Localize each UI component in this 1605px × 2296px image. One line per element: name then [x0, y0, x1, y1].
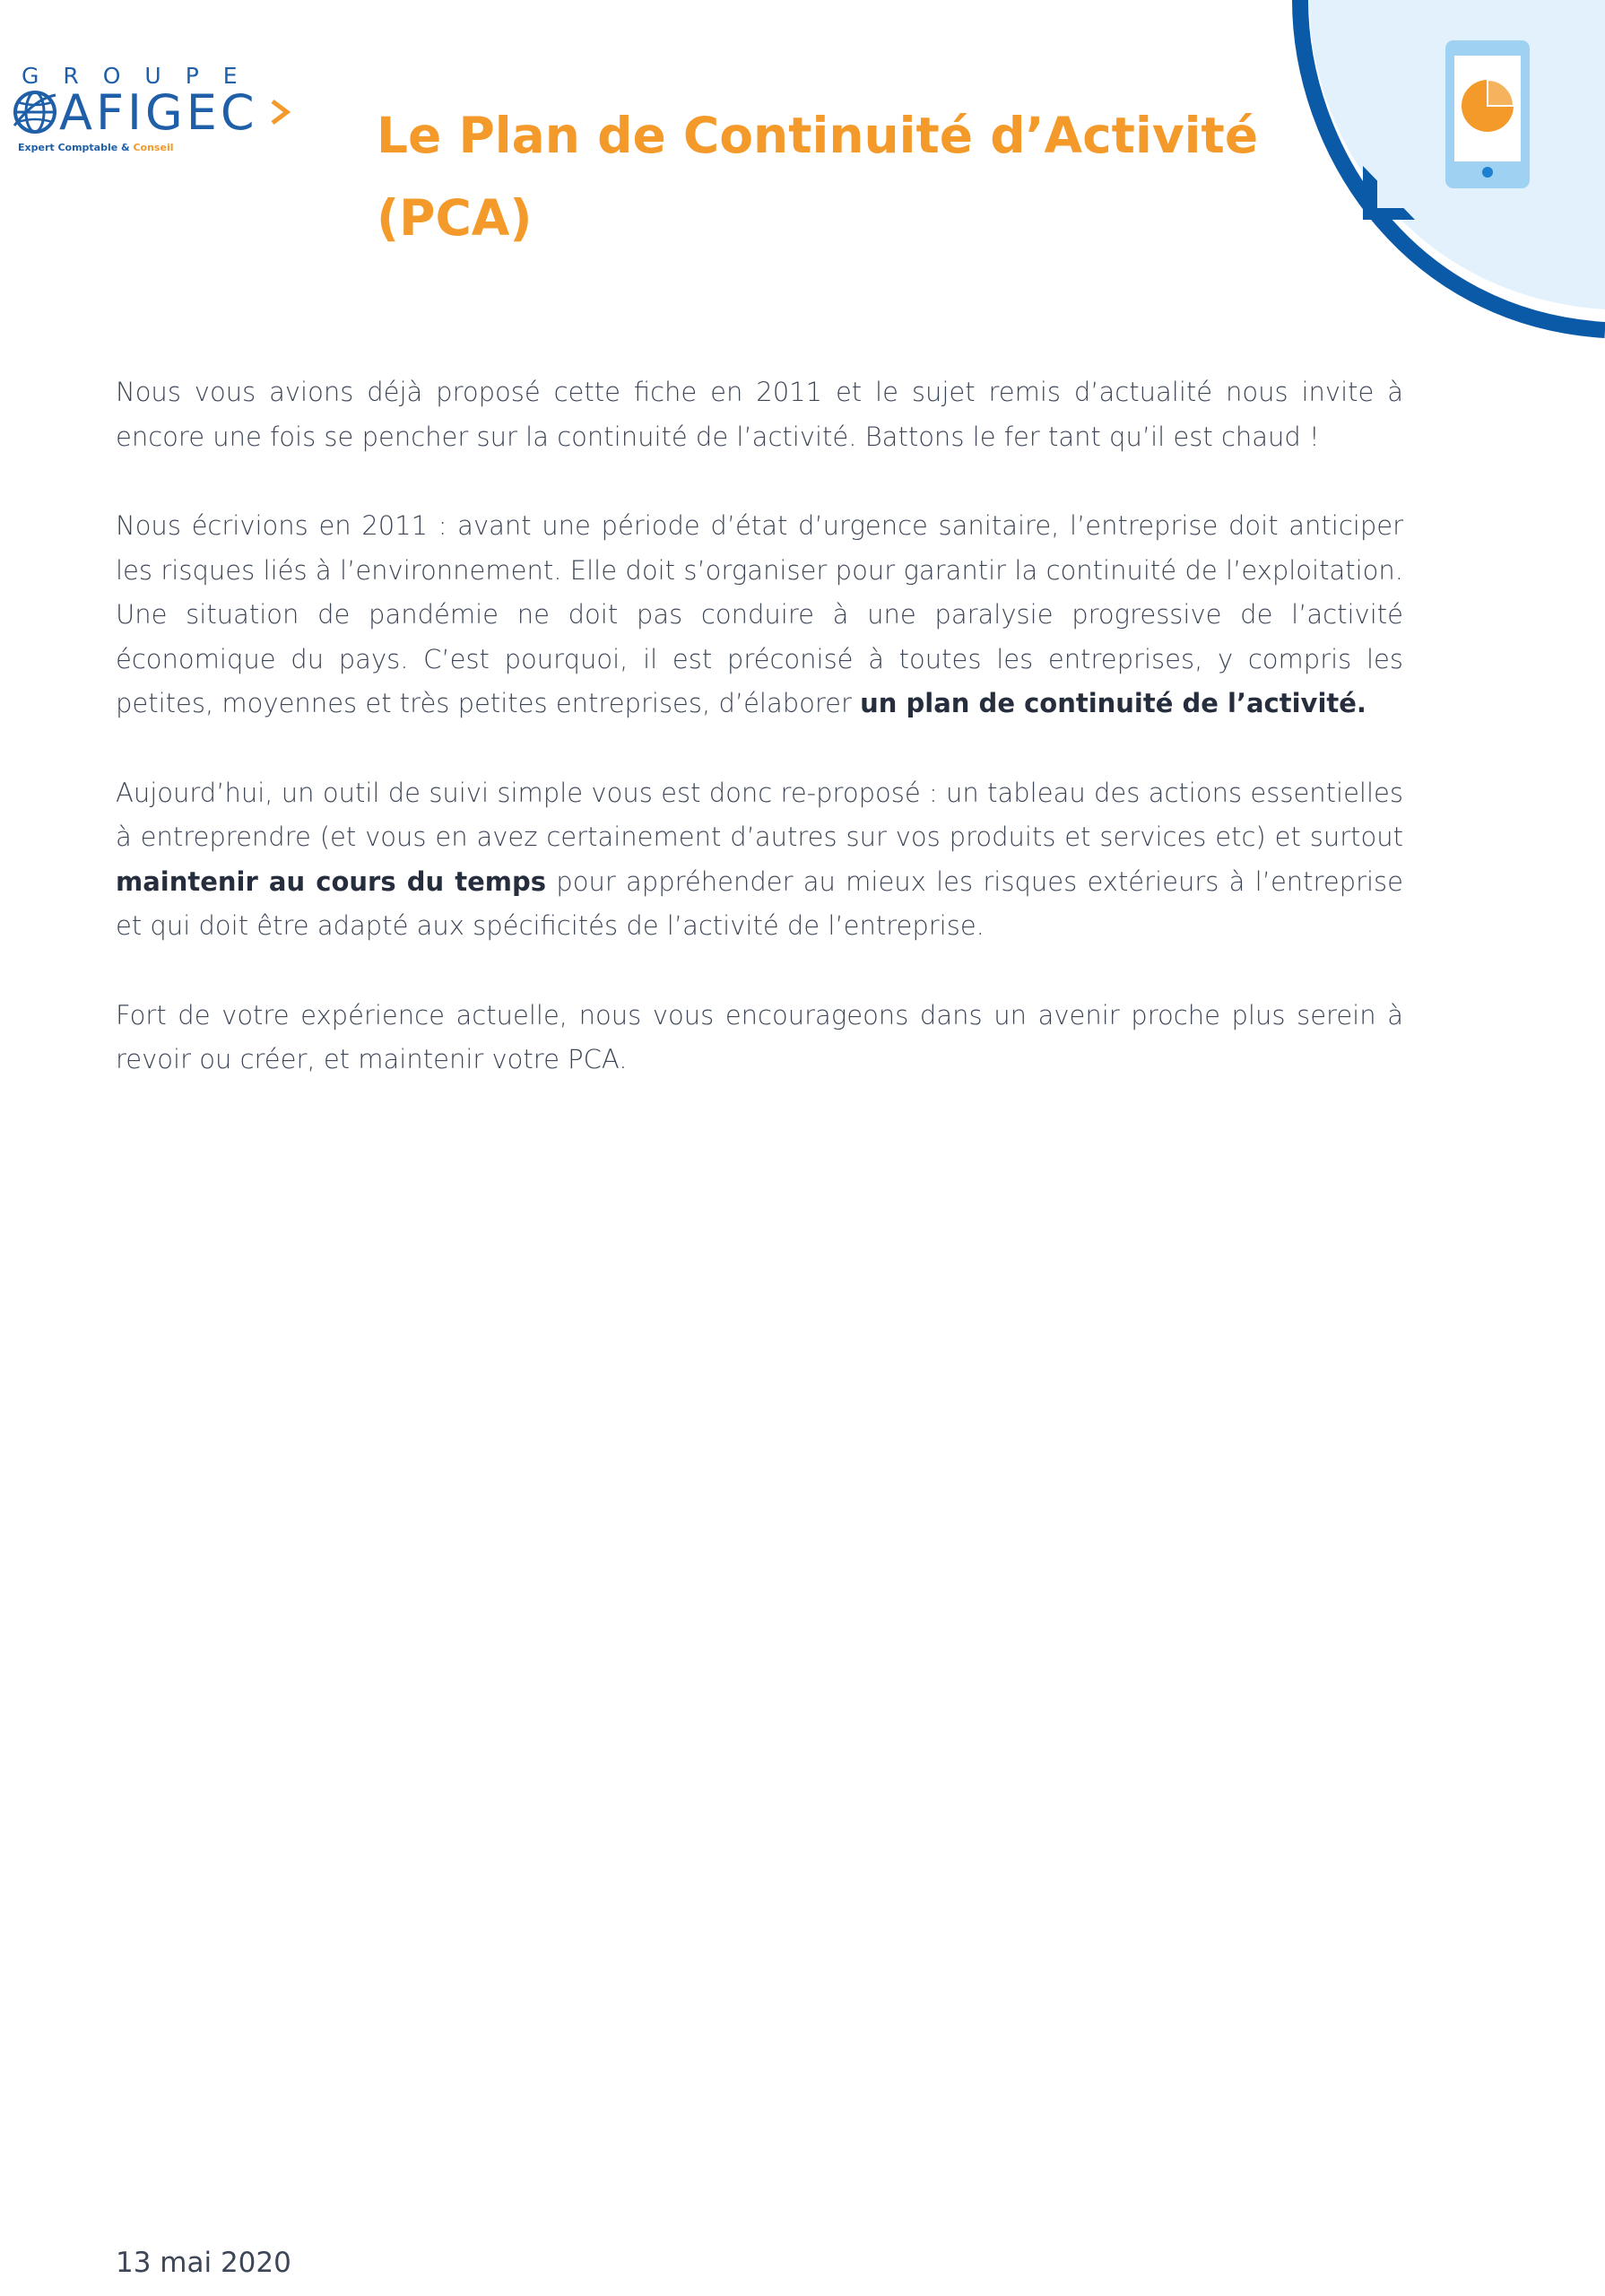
globe-icon: [13, 90, 57, 135]
document-body: [116, 370, 1403, 1127]
paragraph-today-emphasis: maintenir au cours du temps: [116, 865, 547, 897]
logo-tagline-accent: Conseil: [133, 142, 174, 153]
document-title: Le Plan de Continuité d’Activité (PCA): [377, 107, 1259, 247]
paragraph-today-text-after: pour appréhender au mieux les risques extérieurs à l’entreprise et qui doit être adapté aux spécificités de l’activité de l’entreprise.: [116, 865, 1404, 941]
paragraph-conclusion: Fort de votre expérience actuelle, nous vous encourageons dans un avenir proche plus serein à revoir ou créer, et maintenir votre PCA.: [116, 999, 1403, 1074]
footer-date: 13 mai 2020: [116, 2247, 291, 2279]
logo-groupe-text: GROUPE: [22, 63, 262, 89]
smartphone-pie-chart-icon: [1273, 0, 1605, 341]
paragraph-today: [116, 771, 1403, 949]
paragraph-intro: Nous vous avions déjà proposé cette fiche en 2011 et le sujet remis d’actualité nous invite à encore une fois se pencher sur la continuité de l’activité. Battons le fer tant qu’il est chaud !: [116, 377, 1403, 452]
company-logo: [13, 63, 291, 161]
logo-tagline-main: Expert Comptable &: [18, 142, 134, 153]
paragraph-2011-text: Nous écrivions en 2011 : avant une période d’état d’urgence sanitaire, l’entreprise doit anticiper les risques liés à l’environnement. Elle doit s’organiser pour garantir la continuité de l’exploitation. Une situation de pandémie ne doit pas conduire à une paralysie progressive de l’activité économique du pays. C’est pourquoi, il est préconisé à toutes les entreprises, y compris les petites, moyennes et très petites entreprises, d’élaborer: [116, 510, 1403, 718]
paragraph-today-text: Aujourd’hui, un outil de suivi simple vous est donc re-proposé : un tableau des actions essentielles à entreprendre (et vous en avez certainement d’autres sur vos produits et services etc) et surtout: [116, 777, 1403, 852]
logo-tagline: [18, 142, 173, 153]
paragraph-2011: [116, 504, 1403, 726]
logo-wordmark: AFIGEC: [59, 84, 258, 141]
paragraph-2011-emphasis: un plan de continuité de l’activité.: [860, 688, 1366, 718]
chevron-right-icon: [269, 99, 292, 126]
